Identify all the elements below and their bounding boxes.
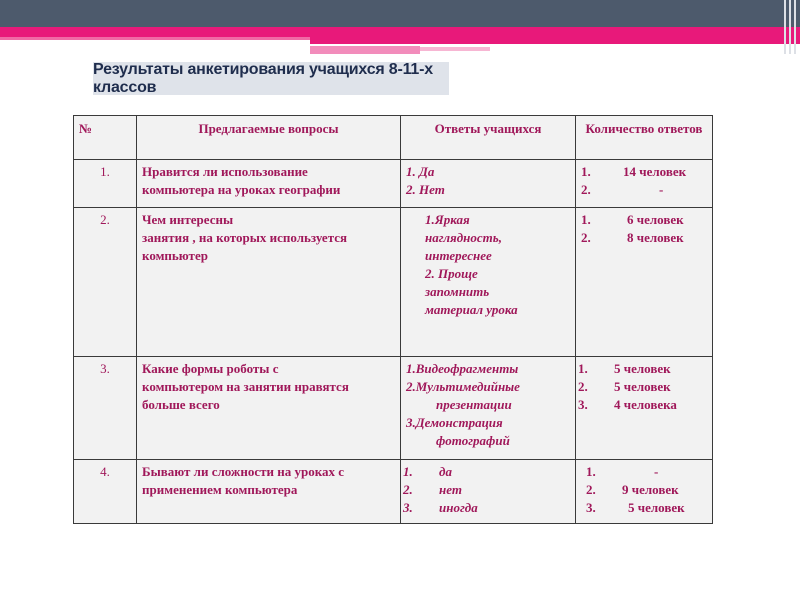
answer-line: наглядность, [425,230,502,245]
count-value: 5 человек [628,500,685,515]
counts-cell [576,460,713,524]
answer-line: да [439,464,452,479]
answer-line: иногда [439,500,478,515]
question-line: больше всего [142,397,220,412]
question-line: Бывают ли сложности на уроках с [142,464,345,479]
count-index: 3. [586,500,596,515]
answer-line: 3.Демонстрация [406,415,503,430]
counts-cell [576,160,713,208]
question-cell [137,357,401,460]
question-cell [137,208,401,357]
count-value: 9 человек [622,482,679,497]
count-index: 1. [581,164,591,179]
count-value: 8 человек [627,230,684,245]
count-value: 5 человек [614,361,671,376]
count-index: 2. [581,230,591,245]
answer-line: презентации [436,397,512,412]
count-index: 1. [578,361,588,376]
survey-table [73,115,713,524]
question-line: Какие формы роботы с [142,361,279,376]
count-value: 4 человека [614,397,677,412]
answer-line: интереснее [425,248,492,263]
question-line: компьютера на уроках географии [142,182,341,197]
count-value: 14 человек [623,164,687,179]
question-line: Чем интересны [142,212,234,227]
count-value: 6 человек [627,212,684,227]
count-index: 2. [581,182,591,197]
count-value: - [654,464,659,479]
answer-line: 1.Яркая [425,212,470,227]
count-index: 1. [586,464,596,479]
row-num: 1. [74,160,137,208]
count-value: 5 человек [614,379,671,394]
count-index: 1. [581,212,591,227]
edge-line [794,0,796,54]
row-num: 2. [74,208,137,357]
title-box [93,62,449,95]
row-num: 4. [74,460,137,524]
count-value: - [659,182,664,197]
table-header-row [74,116,713,160]
answer-line: 1.Видеофрагменты [406,361,519,376]
header-counts: Количество ответов [576,116,713,160]
answers-cell [401,208,576,357]
answer-index: 1. [403,464,413,479]
answer-line: 1. Да [406,164,435,179]
table-row [74,208,713,357]
answer-line: запомнить [425,284,490,299]
counts-cell [576,357,713,460]
table-row [74,357,713,460]
answer-line: 2.Мультимедийные [406,379,520,394]
accent-stripe-right [310,37,800,44]
count-index: 3. [578,397,588,412]
row-num: 3. [74,357,137,460]
light-accent-stripe-2 [420,47,490,51]
header-questions: Предлагаемые вопросы [137,116,401,160]
question-line: применением компьютера [142,482,298,497]
header-answers: Ответы учащихся [401,116,576,160]
answer-line: фотографий [436,433,510,448]
question-line: занятия , на которых используется [142,230,348,245]
counts-cell [576,208,713,357]
question-line: Нравится ли использование [142,164,308,179]
accent-stripe [0,27,800,37]
question-line: компьютером на занятии нравятся [142,379,349,394]
header-num: № [74,116,137,160]
edge-line [789,0,791,54]
answers-cell [401,160,576,208]
answer-line: 2. Нет [406,182,445,197]
answer-line: материал урока [425,302,518,317]
answers-cell [401,460,576,524]
light-accent-stripe [310,46,420,54]
slide-title: Результаты анкетирования учащихся 8-11-х классов [93,60,433,96]
question-cell [137,460,401,524]
count-index: 2. [586,482,596,497]
table-row [74,460,713,524]
top-bar [0,0,800,27]
question-cell [137,160,401,208]
edge-line [784,0,786,54]
count-index: 2. [578,379,588,394]
answers-cell [401,357,576,460]
answer-index: 2. [403,482,413,497]
answer-index: 3. [403,500,413,515]
question-line: компьютер [142,248,208,263]
accent-stripe-thin [0,37,310,40]
answer-line: 2. Проще [425,266,478,281]
table-row [74,160,713,208]
answer-line: нет [439,482,462,497]
